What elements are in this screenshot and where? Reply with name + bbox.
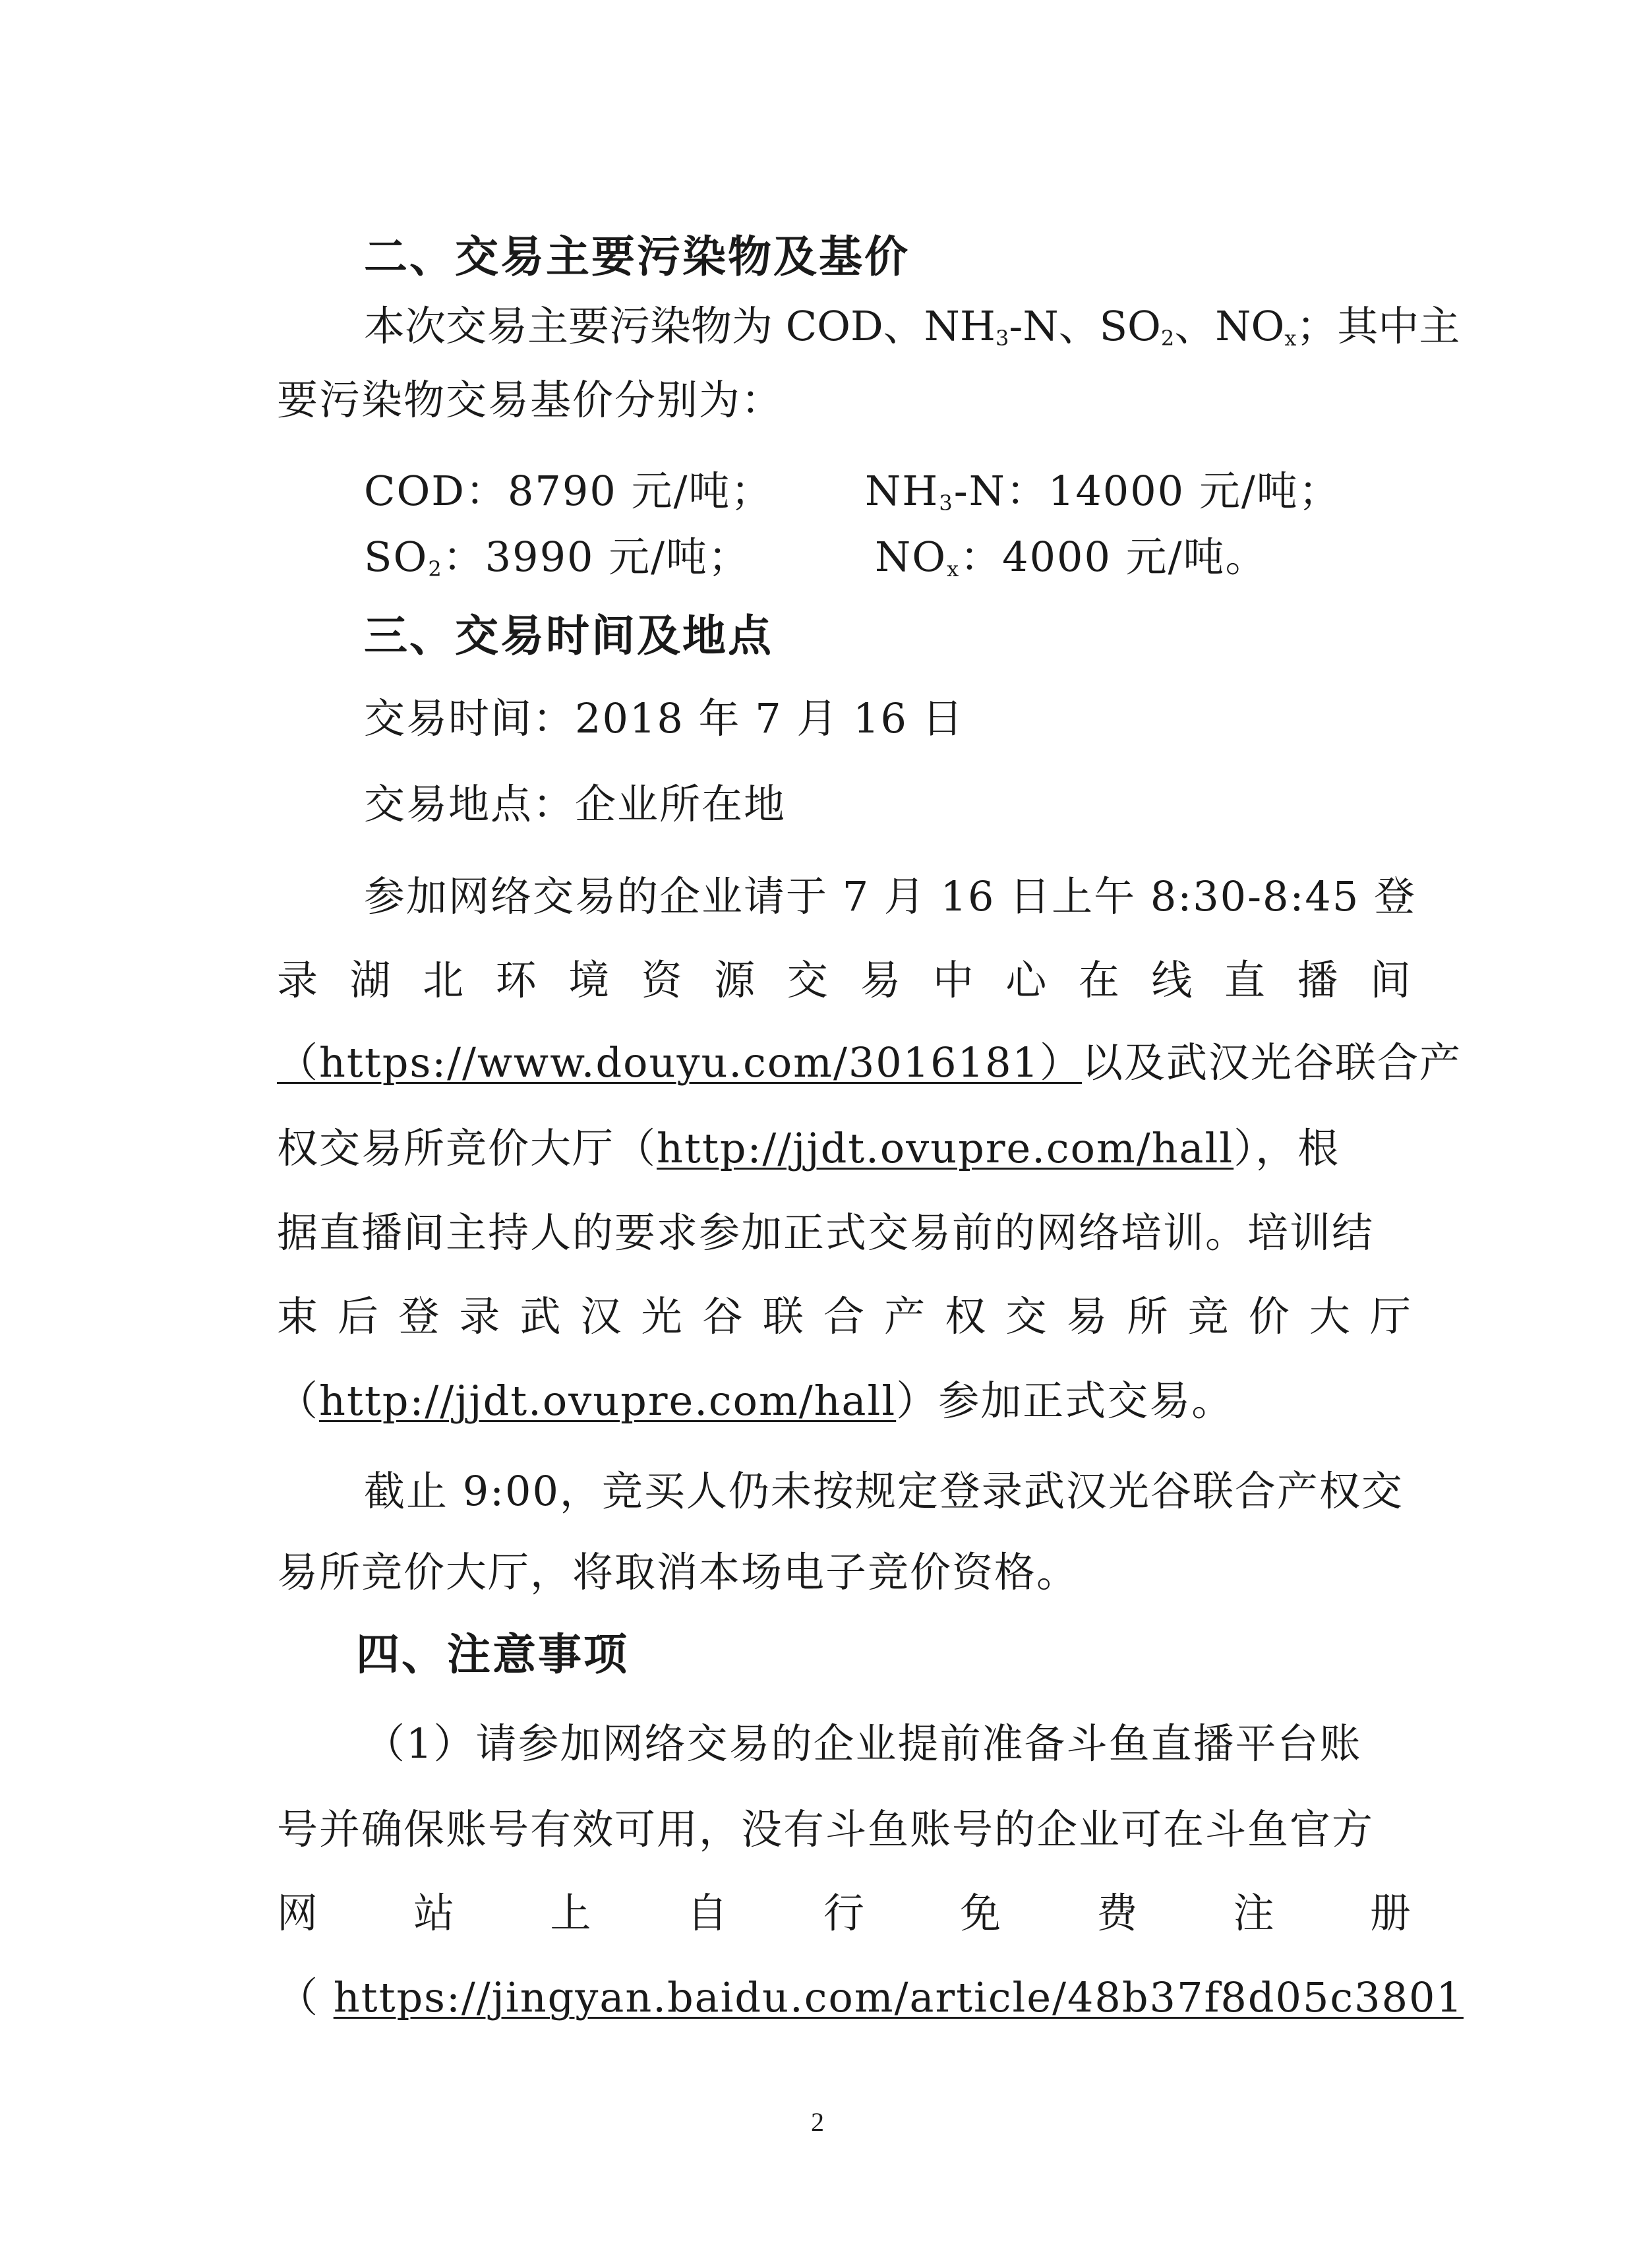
char: 权 bbox=[945, 1292, 986, 1340]
paragraph-login-line3 bbox=[277, 1036, 1462, 1089]
char: 在 bbox=[1078, 956, 1119, 1004]
paragraph-pollutants-line1 bbox=[364, 300, 1460, 365]
char: 行 bbox=[823, 1889, 864, 1937]
char: 北 bbox=[423, 956, 464, 1004]
char: 湖 bbox=[349, 956, 391, 1004]
section-heading-pollutants: 二、交易主要污染物及基价 bbox=[364, 231, 910, 282]
char: 竞 bbox=[1187, 1292, 1229, 1340]
char: 产 bbox=[884, 1292, 926, 1340]
char: 谷 bbox=[701, 1292, 743, 1340]
price-nh3n: $NH_3-N$：14000 元/吨； bbox=[865, 467, 1341, 516]
baidu-jingyan-link[interactable]: https://jingyan.baidu.com/article/48b37f8d05c3801 bbox=[333, 1973, 1464, 2021]
text-segment: 本次交易主要污染物为 COD、$NH_3-N$、$SO_2$、$NO_x$；其中主 bbox=[364, 302, 1460, 351]
char: 大 bbox=[1309, 1292, 1350, 1340]
char: 费 bbox=[1096, 1889, 1138, 1937]
price-nox: $NO_x$：4000 元/吨。 bbox=[875, 533, 1268, 582]
note-item1-line2: 号并确保账号有效可用，没有斗鱼账号的企业可在斗鱼官方 bbox=[277, 1805, 1375, 1853]
char: 注 bbox=[1233, 1889, 1274, 1937]
char: 光 bbox=[641, 1292, 682, 1340]
char: 后 bbox=[338, 1292, 379, 1340]
char: 录 bbox=[277, 956, 318, 1004]
char: 直 bbox=[1224, 956, 1265, 1004]
section-heading-notes: 四、注意事项 bbox=[356, 1629, 629, 1680]
paragraph-pollutants-line2: 要污染物交易基价分别为： bbox=[277, 376, 784, 424]
jjdt-hall-link[interactable]: http://jjdt.ovupre.com/hall bbox=[657, 1124, 1234, 1172]
char: 境 bbox=[568, 956, 610, 1004]
trading-time: 交易时间：2018 年 7 月 16 日 bbox=[364, 694, 965, 742]
char: 自 bbox=[686, 1889, 728, 1937]
text-segment: （ bbox=[277, 1377, 320, 1425]
price-so2: $SO_2$：3990 元/吨； bbox=[364, 533, 751, 582]
char: 中 bbox=[932, 956, 974, 1004]
char: 合 bbox=[823, 1292, 864, 1340]
paragraph-login-line1: 参加网络交易的企业请于 7 月 16 日上午 8:30-8:45 登 bbox=[364, 872, 1416, 920]
paragraph-login-line5: 据直播间主持人的要求参加正式交易前的网络培训。培训结 bbox=[277, 1209, 1375, 1257]
char: 易 bbox=[1066, 1292, 1108, 1340]
char: 间 bbox=[1369, 956, 1411, 1004]
char: 资 bbox=[641, 956, 682, 1004]
paragraph-deadline-line1: 截止 9:00，竞买人仍未按规定登录武汉光谷联合产权交 bbox=[364, 1467, 1404, 1515]
char: 录 bbox=[459, 1292, 500, 1340]
char: 站 bbox=[413, 1889, 455, 1937]
char: 环 bbox=[495, 956, 537, 1004]
note-item1-line4 bbox=[277, 1971, 1464, 2024]
paragraph-login-line6 bbox=[277, 1290, 1411, 1343]
char: 武 bbox=[520, 1292, 561, 1340]
text-segment: 以及武汉光谷联合产 bbox=[1081, 1038, 1462, 1087]
paragraph-login-line4 bbox=[277, 1122, 1411, 1175]
char: 免 bbox=[960, 1889, 1001, 1937]
text-segment: ），根 bbox=[1234, 1124, 1340, 1172]
char: 汉 bbox=[580, 1292, 622, 1340]
jjdt-hall-link-2[interactable]: http://jjdt.ovupre.com/hall bbox=[319, 1377, 897, 1425]
price-row-2 bbox=[364, 531, 1411, 595]
text-segment: （ bbox=[277, 1973, 334, 2021]
char: 交 bbox=[787, 956, 828, 1004]
char: 上 bbox=[550, 1889, 591, 1937]
page-number: 2 bbox=[811, 2107, 824, 2137]
note-item1-line3 bbox=[277, 1887, 1411, 1940]
char: 易 bbox=[860, 956, 901, 1004]
char: 所 bbox=[1127, 1292, 1168, 1340]
text-segment: 权交易所竞价大厅（ bbox=[277, 1124, 657, 1172]
section-heading-time-place: 三、交易时间及地点 bbox=[364, 611, 773, 661]
price-row-1 bbox=[364, 465, 1411, 518]
trading-place: 交易地点：企业所在地 bbox=[364, 780, 787, 828]
douyu-link[interactable]: （https://www.douyu.com/3016181） bbox=[277, 1038, 1082, 1087]
char: 播 bbox=[1297, 956, 1338, 1004]
char: 网 bbox=[277, 1889, 318, 1937]
char: 册 bbox=[1369, 1889, 1411, 1937]
char: 交 bbox=[1005, 1292, 1047, 1340]
paragraph-login-line2 bbox=[277, 954, 1411, 1007]
paragraph-deadline-line2: 易所竞价大厅，将取消本场电子竞价资格。 bbox=[277, 1548, 1079, 1596]
char: 心 bbox=[1005, 956, 1047, 1004]
char: 联 bbox=[762, 1292, 804, 1340]
note-item1-line1: （1）请参加网络交易的企业提前准备斗鱼直播平台账 bbox=[364, 1719, 1362, 1768]
paragraph-login-line7 bbox=[277, 1375, 1411, 1427]
char: 价 bbox=[1248, 1292, 1290, 1340]
char: 源 bbox=[714, 956, 756, 1004]
char: 厅 bbox=[1369, 1292, 1411, 1340]
char: 登 bbox=[398, 1292, 440, 1340]
text-segment: ）参加正式交易。 bbox=[896, 1377, 1234, 1425]
char: 线 bbox=[1151, 956, 1193, 1004]
char: 束 bbox=[277, 1292, 318, 1340]
price-cod: COD：8790 元/吨； bbox=[364, 467, 773, 515]
